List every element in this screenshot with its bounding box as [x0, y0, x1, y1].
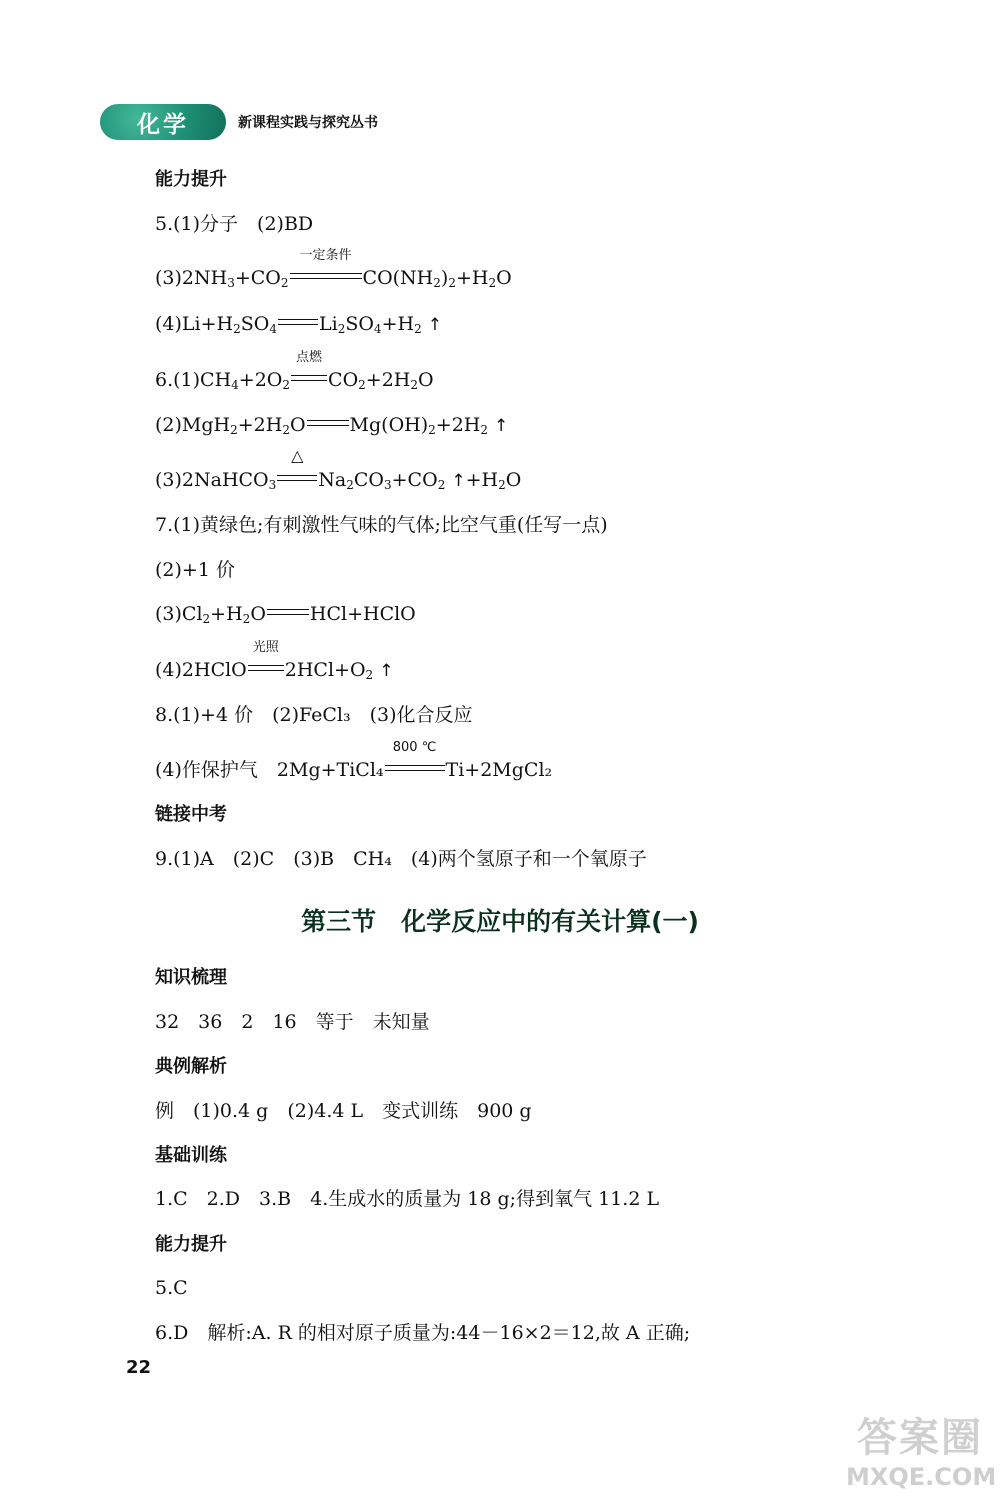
- equation-7-4: (4)2HClO 光照 $2HCl+O_2$ ↑: [155, 640, 394, 682]
- example-answers: 例 (1)0.4 g (2)4.4 L 变式训练 900 g: [155, 1100, 532, 1122]
- heading-example: 典例解析: [155, 1056, 227, 1077]
- answer-9: 9.(1)A (2)C (3)B CH₄ (4)两个氢原子和一个氧原子: [155, 848, 647, 870]
- answer-8-1: 8.(1)+4 价 (2)FeCl₃ (3)化合反应: [155, 704, 473, 726]
- watermark-logo: 答案圈 MXQE.COM: [846, 1415, 997, 1491]
- heading-knowledge: 知识梳理: [155, 967, 227, 988]
- section-title: 第三节 化学反应中的有关计算(一): [301, 907, 699, 936]
- gas-arrow-icon: ↑: [427, 315, 442, 335]
- equation-6-2: $(2)MgH_2+2H_2O$ $Mg(OH)_2+2H_2$ ↑: [155, 414, 509, 437]
- equation-7-3: $(3)Cl_2+H_2O$ HCl+HClO: [155, 603, 416, 626]
- knowledge-answers: 32 36 2 16 等于 未知量: [155, 1011, 430, 1033]
- subject-badge: 化学: [100, 104, 226, 140]
- reaction-condition: △: [277, 468, 317, 492]
- heading-ability: 能力提升: [155, 169, 227, 190]
- page-header: [100, 102, 378, 142]
- heading-exam-link: 链接中考: [155, 804, 227, 825]
- equation-5-4: $(4)Li+H_2SO_4$ $Li_2SO_4+H_2$ ↑: [155, 313, 442, 336]
- reaction-condition: 点燃: [291, 368, 327, 392]
- page-number: 22: [126, 1357, 152, 1378]
- equation-6-3: (3)2NaHCO$_3$ △ $Na_2CO_3+CO_2$ $↑+H_2O$: [155, 446, 522, 492]
- basic-answers: 1.C 2.D 3.B 4.生成水的质量为 18 g;得到氧气 11.2 L: [155, 1188, 660, 1210]
- series-title: 新课程实践与探究丛书: [238, 115, 378, 131]
- answer-7-1: 7.(1)黄绿色;有刺激性气味的气体;比空气重(任写一点): [155, 514, 608, 536]
- gas-arrow-icon: ↑: [379, 661, 394, 681]
- gas-arrow-icon: ↑: [451, 471, 466, 491]
- heading-ability-2: 能力提升: [155, 1234, 227, 1255]
- answer-5-1: 5.(1)分子 (2)BD: [155, 213, 314, 235]
- answer-7-2: (2)+1 价: [155, 559, 235, 581]
- equation-8-4: (4)作保护气 2Mg+TiCl₄ 800 ℃ Ti+2MgCl₂: [155, 740, 553, 781]
- equation-6-1: $6.(1)CH_4+2O_2$ 点燃 $CO_2+2H_2O$: [155, 350, 434, 392]
- reaction-condition: 800 ℃: [385, 758, 445, 782]
- equation-5-3: $(3)2NH_3+CO_2$ 一定条件 $CO(NH_2)_2+H_2O$: [155, 248, 512, 290]
- reaction-condition: 光照: [248, 658, 284, 682]
- answer-6d: 6.D 解析:A. R 的相对原子质量为:44－16×2＝12,故 A 正确;: [155, 1322, 691, 1344]
- answer-5c: 5.C: [155, 1277, 188, 1299]
- heading-basic: 基础训练: [155, 1145, 227, 1166]
- reaction-condition: 一定条件: [290, 266, 362, 290]
- gas-arrow-icon: ↑: [494, 416, 509, 436]
